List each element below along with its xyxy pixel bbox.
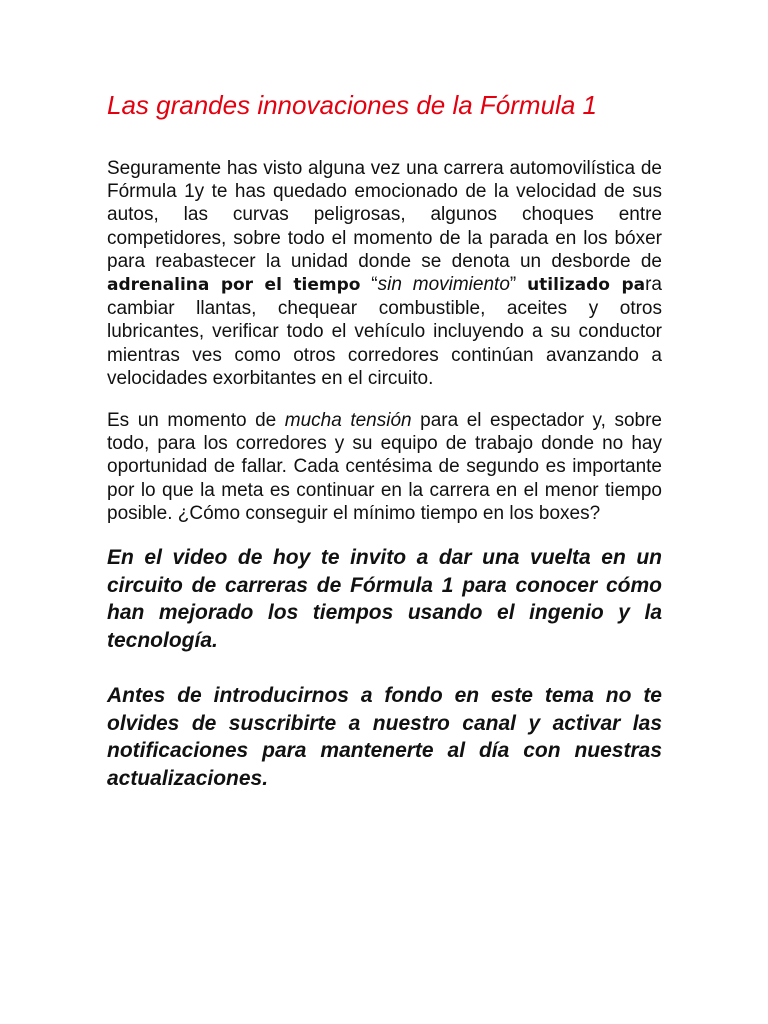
- paragraph-intro-italic: sin movimiento: [377, 274, 510, 296]
- callout-subscribe: Antes de introducirnos a fondo en este tema no te olvides de suscribirte a nuestro canal y activar las notificaciones para mantenerte al día con nuestras actualizaciones.: [107, 684, 662, 790]
- document-page: [107, 88, 662, 820]
- paragraph-tension-italic: mucha tensión: [284, 410, 412, 432]
- paragraph-intro-open-quote: “: [360, 274, 378, 296]
- paragraph-tension-text-2: para el espectador y, sobre todo, para los corredores y su equipo de trabajo donde no hay oportunidad de fallar. Cada centésima de segundo es importante por lo que la meta es continuar en la carrera en el menor tiempo posible. ¿Cómo conseguir el mínimo tiempo en los boxes?: [107, 410, 662, 524]
- paragraph-intro-text-2: ra cambiar llantas, chequear combustible, aceites y otros lubricantes, verificar todo el vehículo incluyendo a su conductor mientras ves como otros corredores continúan avanzando a velocidades exorbitantes en el circuito.: [107, 274, 663, 389]
- paragraph-intro-close-quote: ”: [509, 274, 528, 296]
- paragraph-tension: [107, 409, 662, 525]
- paragraph-intro-bold-1: adrenalina por el tiempo: [107, 275, 361, 296]
- paragraph-intro: [107, 157, 662, 390]
- document-title: Las grandes innovaciones de la Fórmula 1: [107, 90, 597, 120]
- paragraph-tension-text-1: Es un momento de: [107, 410, 285, 432]
- paragraph-intro-text-1: Seguramente has visto alguna vez una carrera automovilística de Fórmula 1y te has quedado emocionado de la velocidad de sus autos, las curvas peligrosas, algunos choques entre competidores, sobre todo el momento de la parada en los bóxer para reabastecer la unidad donde se denota un desborde de: [107, 158, 662, 272]
- callout-video: En el video de hoy te invito a dar una vuelta en un circuito de carreras de Fórmula 1 para conocer cómo han mejorado los tiempos usando el ingenio y la tecnología.: [107, 546, 662, 652]
- paragraph-intro-bold-2: utilizado pa: [527, 275, 646, 296]
